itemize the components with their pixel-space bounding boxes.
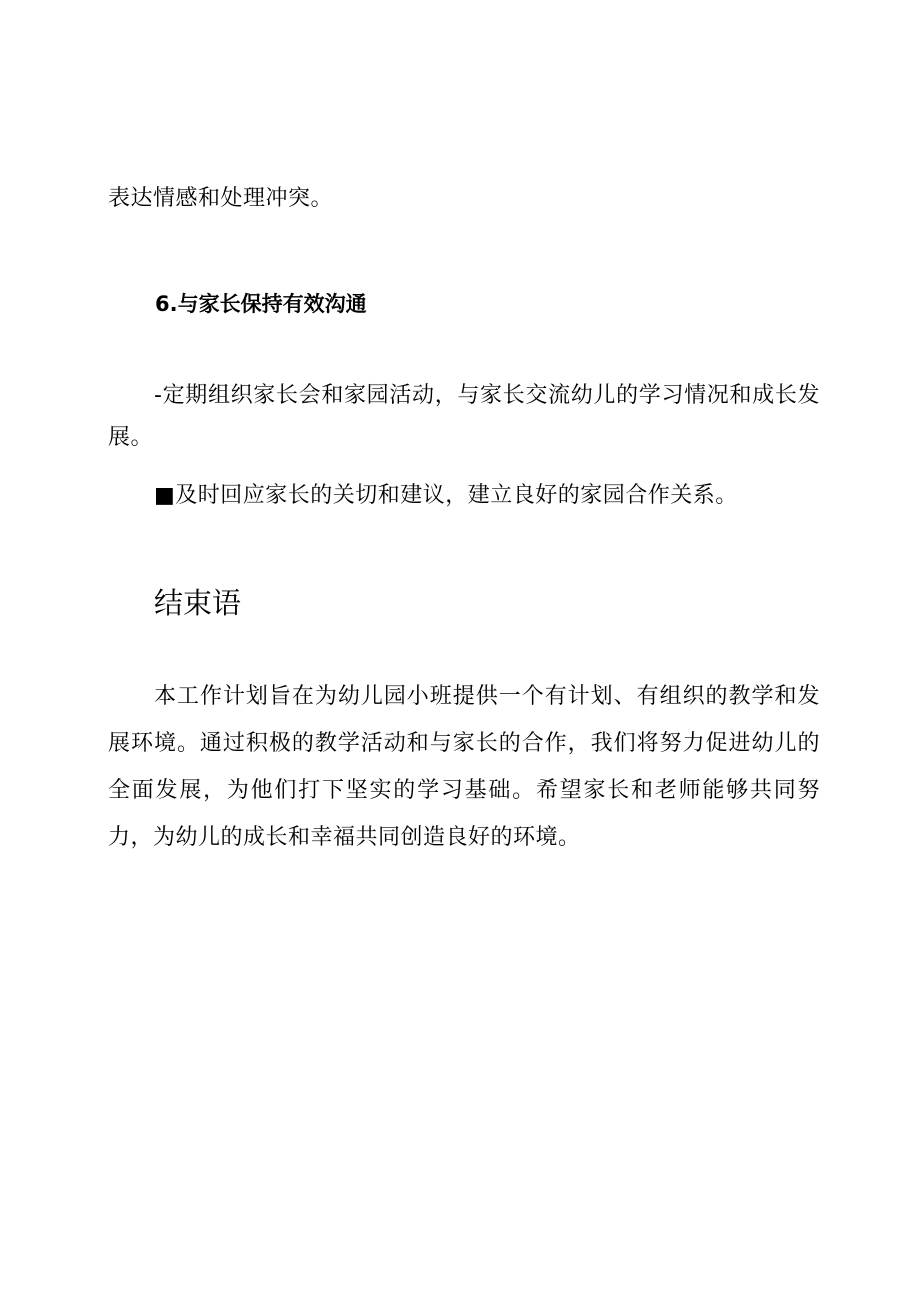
list-item-respond-concerns: ■及时回应家长的关切和建议，建立良好的家园合作关系。 — [154, 483, 738, 508]
section-heading: 6.与家长保持有效沟通 — [155, 292, 367, 316]
continuation-text: 表达情感和处理冲突。 — [108, 186, 334, 211]
conclusion-paragraph: 本工作计划旨在为幼儿园小班提供一个有计划、有组织的教学和发展环境。通过积极的教学活动和与家长的合作，我们将努力促进幼儿的全面发展，为他们打下坚实的学习基础。希望家长和老师能够共同努力，为幼儿的成长和幸福共同创造良好的环境。 — [108, 684, 820, 850]
list-item-parent-meetings: -定期组织家长会和家园活动，与家长交流幼儿的学习情况和成长发展。 — [108, 383, 820, 450]
conclusion-heading: 结束语 — [154, 586, 242, 620]
